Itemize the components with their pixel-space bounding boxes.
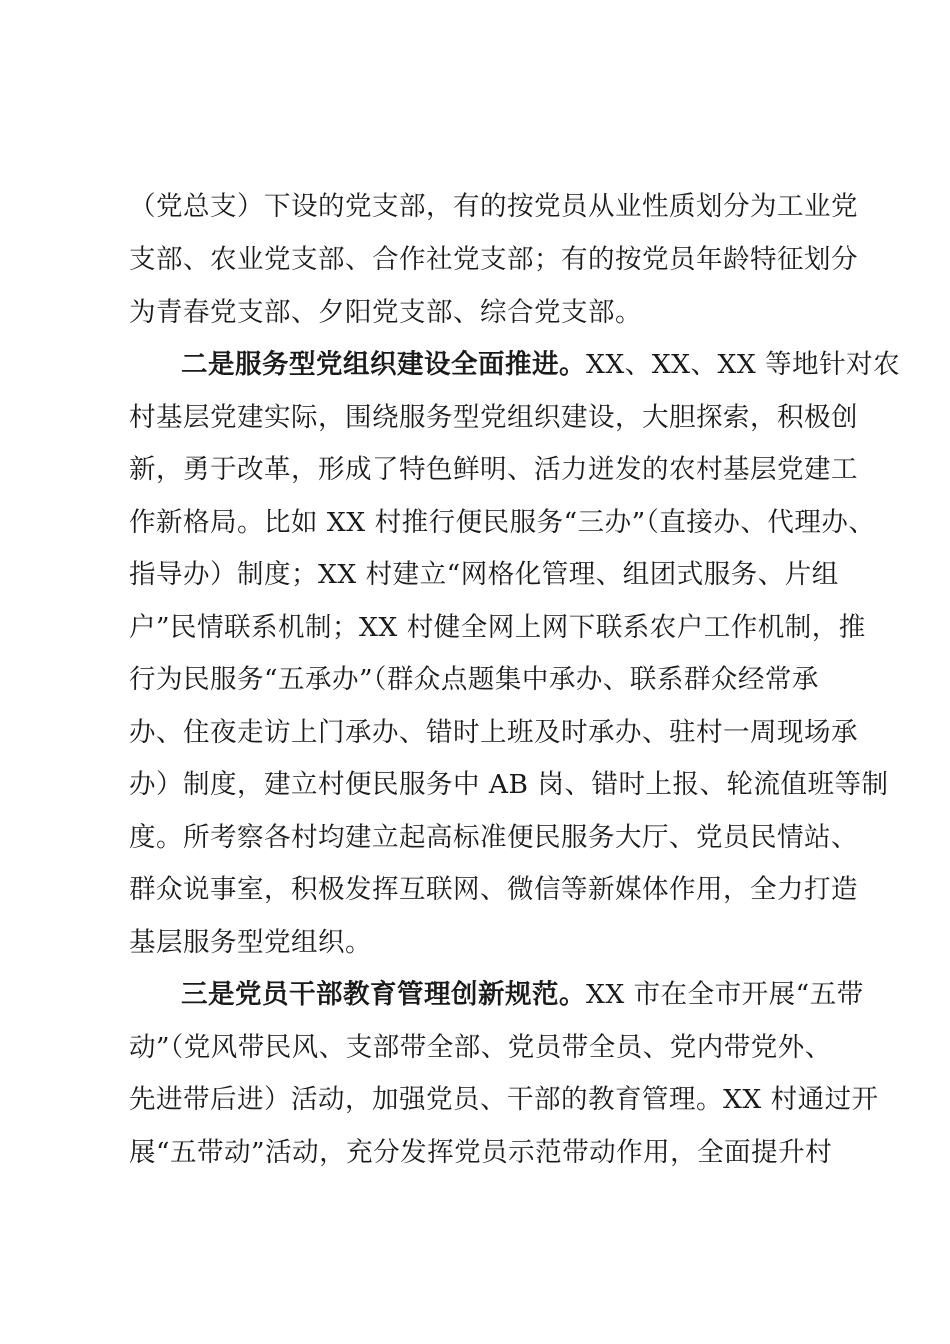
text-run: 办、住夜走访上门承办、错时上班及时承办、驻村一周现场承 xyxy=(129,717,858,748)
text-line xyxy=(129,190,858,224)
text-line xyxy=(129,716,858,750)
paragraph-lead-bold: 三是党员干部教育管理创新规范。 xyxy=(181,979,586,1010)
text-line xyxy=(129,1083,879,1117)
text-run: 展“五带动”活动，充分发挥党员示范带动作用，全面提升村 xyxy=(129,1137,833,1168)
text-run: 户”民情联系机制；XX 村健全网上网下联系农户工作机制，推 xyxy=(129,612,866,643)
text-line xyxy=(129,296,642,330)
text-line xyxy=(129,401,858,435)
text-run: XX 市在全市开展“五带 xyxy=(586,979,864,1010)
text-line xyxy=(129,453,858,487)
paragraph-lead-bold: 二是服务型党组织建设全面推进。 xyxy=(181,349,586,380)
paragraph-heading-line xyxy=(181,348,900,382)
text-line xyxy=(129,821,858,855)
text-run: 为青春党支部、夕阳党支部、综合党支部。 xyxy=(129,297,642,328)
text-line xyxy=(129,243,858,277)
text-line xyxy=(129,873,858,907)
text-line xyxy=(129,506,875,540)
text-line xyxy=(129,1031,832,1065)
text-run: 动”（党风带民风、支部带全部、党员带全员、党内带党外、 xyxy=(129,1032,832,1063)
text-line xyxy=(129,1136,832,1170)
text-run: 行为民服务“五承办”（群众点题集中承办、联系群众经常承 xyxy=(129,664,819,695)
text-run: 支部、农业党支部、合作社党支部；有的按党员年龄特征划分 xyxy=(129,244,858,275)
text-line xyxy=(129,926,372,960)
text-run: （党总支）下设的党支部，有的按党员从业性质划分为工业党 xyxy=(129,191,858,222)
text-line xyxy=(129,663,819,697)
text-line xyxy=(129,558,839,592)
text-run: 基层服务型党组织。 xyxy=(129,927,372,958)
text-line xyxy=(129,768,888,802)
text-run: 指导办）制度；XX 村建立“网格化管理、组团式服务、片组 xyxy=(129,559,839,590)
text-run: 度。所考察各村均建立起高标准便民服务大厅、党员民情站、 xyxy=(129,822,858,853)
text-run: 新，勇于改革，形成了特色鲜明、活力迸发的农村基层党建工 xyxy=(129,454,858,485)
text-run: 先进带后进）活动，加强党员、干部的教育管理。XX 村通过开 xyxy=(129,1084,879,1115)
text-run: 村基层党建实际，围绕服务型党组织建设，大胆探索，积极创 xyxy=(129,402,858,433)
text-run: 办）制度，建立村便民服务中 AB 岗、错时上报、轮流值班等制 xyxy=(129,769,889,800)
paragraph-heading-line xyxy=(181,978,864,1012)
text-run: 群众说事室，积极发挥互联网、微信等新媒体作用，全力打造 xyxy=(129,874,858,905)
text-run: 作新格局。比如 XX 村推行便民服务“三办”（直接办、代理办、 xyxy=(129,507,876,538)
text-run: XX、XX、XX 等地针对农 xyxy=(586,349,901,380)
text-line xyxy=(129,611,866,645)
